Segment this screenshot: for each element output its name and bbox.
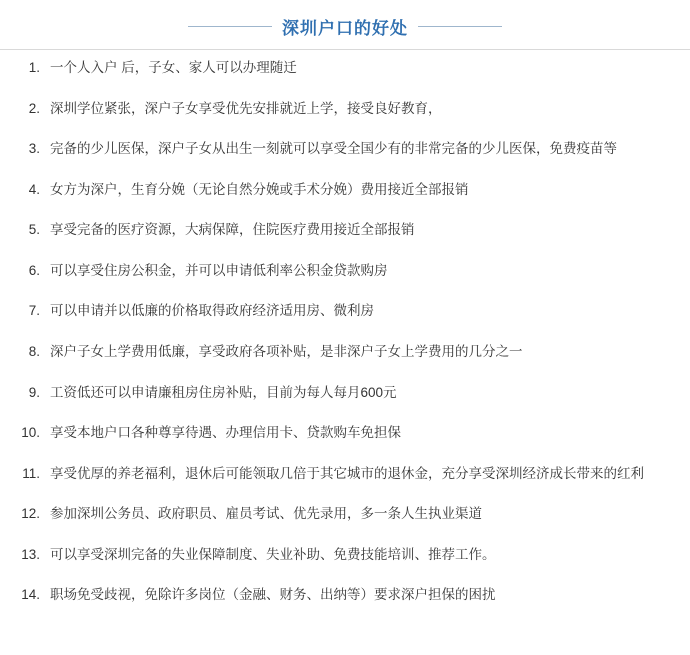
- list-item: 完备的少儿医保，深户子女从出生一刻就可以享受全国少有的非常完备的少儿医保，免费疫苗等: [50, 141, 617, 157]
- list-item: 可以享受住房公积金，并可以申请低利率公积金贷款购房: [50, 262, 388, 278]
- list-item: 享受本地户口各种尊享待遇、办理信用卡、贷款购车免担保: [50, 425, 401, 441]
- list-item: 深户子女上学费用低廉，享受政府各项补贴，是非深户子女上学费用的几分之一: [50, 343, 523, 359]
- list-item: 一个人入户 后，子女、家人可以办理随迁: [50, 60, 297, 75]
- list-item: 深圳学位紧张，深户子女享受优先安排就近上学，接受良好教育，: [50, 100, 442, 116]
- list-item: 可以申请并以低廉的价格取得政府经济适用房、微利房: [50, 303, 374, 319]
- document-title-row: [0, 0, 690, 45]
- list-item: 享受完备的医疗资源，大病保障，住院医疗费用接近全部报销: [50, 222, 415, 238]
- list-item: 参加深圳公务员、政府职员、雇员考试、优先录用，多一条人生执业渠道: [50, 506, 482, 522]
- list-item: 工资低还可以申请廉租房住房补贴，目前为每人每月600元: [50, 384, 397, 400]
- list-item: 可以享受深圳完备的失业保障制度、失业补助、免费技能培训、推荐工作。: [50, 546, 496, 562]
- benefits-list: [0, 50, 690, 605]
- list-item: 女方为深户，生育分娩（无论自然分娩或手术分娩）费用接近全部报销: [50, 181, 469, 197]
- list-item: 职场免受歧视，免除许多岗位（金融、财务、出纳等）要求深户担保的困扰: [50, 587, 496, 603]
- title-rule-right: [418, 26, 502, 27]
- page-title: 深圳户口的好处: [282, 19, 408, 38]
- title-rule-left: [188, 26, 272, 27]
- list-item: 享受优厚的养老福利，退休后可能领取几倍于其它城市的退休金，充分享受深圳经济成长带来的红利: [50, 465, 644, 481]
